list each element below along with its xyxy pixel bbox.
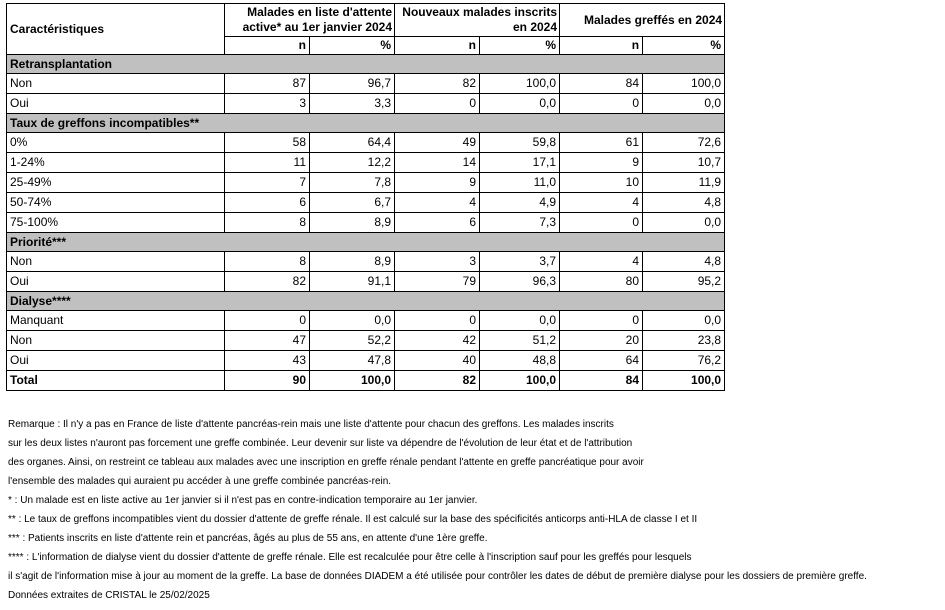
cell-value: 79 [395,272,480,292]
row-label: 25-49% [7,173,225,193]
cell-value: 3,3 [310,94,395,114]
cell-value: 96,7 [310,74,395,94]
n-header: n [560,37,643,55]
section-row [7,114,725,133]
table-row [7,193,725,213]
cell-value: 8 [225,252,310,272]
cell-value: 4,8 [643,252,725,272]
cell-value: 0 [560,311,643,331]
cell-value: 14 [395,153,480,173]
cell-value: 95,2 [643,272,725,292]
table-row [7,252,725,272]
header-row [7,4,725,37]
cell-value: 100,0 [643,74,725,94]
footnotes [8,415,943,605]
cell-value: 76,2 [643,351,725,371]
cell-value: 4 [395,193,480,213]
row-label: 1-24% [7,153,225,173]
table-row [7,311,725,331]
cell-value: 0,0 [643,94,725,114]
total-label: Total [7,371,225,391]
cell-value: 0,0 [643,311,725,331]
cell-value: 0 [395,94,480,114]
row-label: Oui [7,272,225,292]
footnote-line: ** : Le taux de greffons incompatibles vient du dossier d'attente de greffe rénale. Il est calculé sur la base des spécificités anticorps anti-HLA de classe I et II [8,514,698,525]
section-title: Retransplantation [7,55,725,74]
section-title: Priorité*** [7,233,725,252]
cell-value: 4,9 [480,193,560,213]
cell-value: 23,8 [643,331,725,351]
cell-value: 8,9 [310,252,395,272]
cell-value: 8 [225,213,310,233]
n-header: n [225,37,310,55]
total-row [7,371,725,391]
percent-header: % [480,37,560,55]
cell-value: 72,6 [643,133,725,153]
cell-value: 4 [560,252,643,272]
cell-value: 0 [560,213,643,233]
cell-value: 6 [395,213,480,233]
table-row [7,272,725,292]
cell-value: 43 [225,351,310,371]
cell-value: 7,8 [310,173,395,193]
section-row [7,233,725,252]
table-row [7,331,725,351]
table-row [7,173,725,193]
total-value: 100,0 [480,371,560,391]
cell-value: 0,0 [480,311,560,331]
total-value: 100,0 [643,371,725,391]
footnote-line: il s'agit de l'information mise à jour au moment de la greffe. La base de données DIADEM a été utilisée pour contrôler les dates de début de première dialyse pour les dossiers de première greffe. [8,571,867,582]
cell-value: 12,2 [310,153,395,173]
section-row [7,55,725,74]
total-value: 82 [395,371,480,391]
cell-value: 82 [395,74,480,94]
cell-value: 96,3 [480,272,560,292]
row-label: Oui [7,94,225,114]
footnote-line: Remarque : Il n'y a pas en France de liste d'attente pancréas-rein mais une liste d'attente pour chacun des greffons. Les malades inscrits [8,419,614,430]
row-label: Manquant [7,311,225,331]
column-group-header: Nouveaux malades inscrits en 2024 [395,4,560,37]
cell-value: 87 [225,74,310,94]
cell-value: 6 [225,193,310,213]
cell-value: 10,7 [643,153,725,173]
row-label-header: Caractéristiques [7,4,225,55]
cell-value: 3 [395,252,480,272]
footnote-line: **** : L'information de dialyse vient du dossier d'attente de greffe rénale. Elle est recalculée pour être celle à l'inscription sauf pour les greffés pour lesquels [8,552,692,563]
cell-value: 0,0 [480,94,560,114]
cell-value: 100,0 [480,74,560,94]
percent-header: % [643,37,725,55]
percent-header: % [310,37,395,55]
cell-value: 47 [225,331,310,351]
cell-value: 10 [560,173,643,193]
cell-value: 6,7 [310,193,395,213]
cell-value: 0,0 [310,311,395,331]
total-value: 100,0 [310,371,395,391]
row-label: Oui [7,351,225,371]
cell-value: 4,8 [643,193,725,213]
cell-value: 49 [395,133,480,153]
footnote-line: sur les deux listes n'auront pas forcement une greffe combinée. Leur devenir sur liste va dépendre de l'évolution de leur état et de l'attribution [8,438,633,449]
section-title: Dialyse**** [7,292,725,311]
cell-value: 11,0 [480,173,560,193]
cell-value: 7 [225,173,310,193]
row-label: Non [7,252,225,272]
footnote-line: des organes. Ainsi, on restreint ce tableau aux malades avec une inscription en greffe rénale pendant l'attente en greffe pancréatique pour avoir [8,457,644,468]
cell-value: 51,2 [480,331,560,351]
table-row [7,153,725,173]
cell-value: 4 [560,193,643,213]
cell-value: 58 [225,133,310,153]
cell-value: 64,4 [310,133,395,153]
cell-value: 7,3 [480,213,560,233]
n-header: n [395,37,480,55]
cell-value: 3,7 [480,252,560,272]
cell-value: 20 [560,331,643,351]
cell-value: 0 [225,311,310,331]
cell-value: 91,1 [310,272,395,292]
cell-value: 84 [560,74,643,94]
section-row [7,292,725,311]
cell-value: 11 [225,153,310,173]
cell-value: 80 [560,272,643,292]
cell-value: 9 [560,153,643,173]
cell-value: 47,8 [310,351,395,371]
cell-value: 3 [225,94,310,114]
cell-value: 0 [560,94,643,114]
cell-value: 52,2 [310,331,395,351]
table-row [7,351,725,371]
footnote-line: *** : Patients inscrits en liste d'attente rein et pancréas, âgés au plus de 55 ans, en attente d'une 1ère greffe. [8,533,488,544]
table-row [7,94,725,114]
row-label: 0% [7,133,225,153]
row-label: Non [7,331,225,351]
section-title: Taux de greffons incompatibles** [7,114,725,133]
row-label: 50-74% [7,193,225,213]
cell-value: 40 [395,351,480,371]
cell-value: 42 [395,331,480,351]
row-label: 75-100% [7,213,225,233]
footnote-line: * : Un malade est en liste active au 1er janvier si il n'est pas en contre-indication temporaire au 1er janvier. [8,495,478,506]
cell-value: 48,8 [480,351,560,371]
cell-value: 61 [560,133,643,153]
cell-value: 17,1 [480,153,560,173]
row-label: Non [7,74,225,94]
cell-value: 0 [395,311,480,331]
cell-value: 82 [225,272,310,292]
total-value: 90 [225,371,310,391]
footnote-line: Données extraites de CRISTAL le 25/02/2025 [8,590,210,601]
cell-value: 8,9 [310,213,395,233]
cell-value: 64 [560,351,643,371]
column-group-header: Malades greffés en 2024 [560,4,725,37]
cell-value: 0,0 [643,213,725,233]
total-value: 84 [560,371,643,391]
table-row [7,213,725,233]
characteristics-table [6,3,725,391]
cell-value: 9 [395,173,480,193]
table-row [7,133,725,153]
column-group-header: Malades en liste d'attente active* au 1er janvier 2024 [225,4,395,37]
footnote-line: l'ensemble des malades qui auraient pu accéder à une greffe combinée pancréas-rein. [8,476,392,487]
table-row [7,74,725,94]
cell-value: 11,9 [643,173,725,193]
cell-value: 59,8 [480,133,560,153]
